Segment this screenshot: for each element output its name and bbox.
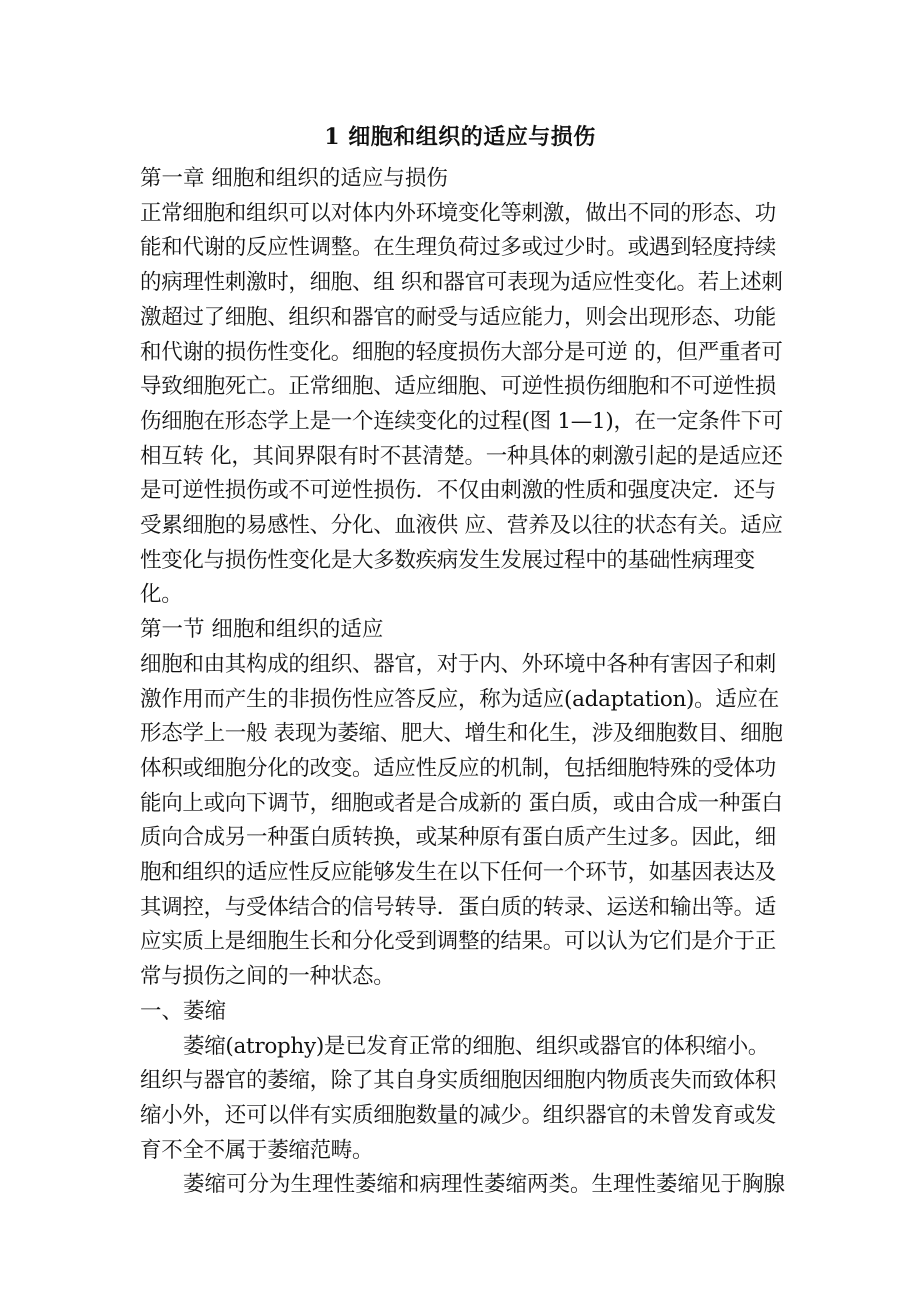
subsection-heading: 一、萎缩 — [140, 998, 227, 1024]
atrophy-paragraph-2: 萎缩可分为生理性萎缩和病理性萎缩两类。生理性萎缩见于胸腺 — [183, 1172, 786, 1198]
section-paragraph: 细胞和由其构成的组织、器官，对于内、外环境中各种有害因子和刺激作用而产生的非损伤性应答反应，称为适应(adaptation)。适应在形态学上一般 表现为萎缩、肥大、增生和化生，涉及细胞数目、细胞体积或细胞分化的改变。适应性反应的机制，包括细胞特殊的受体功能向上或向下调节，细胞或者是合成新的 蛋白质，或由合成一种蛋白质向合成另一种蛋白质转换，或某种原有蛋白质产生过多。因此，细胞和组织的适应性反应能够发生在以下任何一个环节，如基因表达及 其调控，与受体结合的信号转导．蛋白质的转录、运送和输出等。适应实质上是细胞生长和分化受到调整的结果。可以认为它们是介于正常与损伤之间的一种状态。 — [140, 651, 783, 990]
document-title: 1 细胞和组织的适应与损伤 — [324, 124, 596, 150]
section-heading: 第一节 细胞和组织的适应 — [140, 617, 384, 643]
atrophy-paragraph-1: 萎缩(atrophy)是已发育正常的细胞、组织或器官的体积缩小。组织与器官的萎缩，除了其自身实质细胞因细胞内物质丧失而致体积缩小外，还可以伴有实质细胞数量的减少。组织器官的未曾发育或发育不全不属于萎缩范畴。 — [140, 1033, 777, 1163]
document-body — [140, 162, 785, 1203]
chapter-heading: 第一章 细胞和组织的适应与损伤 — [140, 166, 448, 191]
intro-paragraph: 正常细胞和组织可以对体内外环境变化等刺激，做出不同的形态、功能和代谢的反应性调整。在生理负荷过多或过少时。或遇到轻度持续的病理性刺激时，细胞、组 织和器官可表现为适应性变化。若上述刺激超过了细胞、组织和器官的耐受与适应能力，则会出现形态、功能和代谢的损伤性变化。细胞的轻度损伤大部分是可逆 的，但严重者可导致细胞死亡。正常细胞、适应细胞、可逆性损伤细胞和不可逆性损伤细胞在形态学上是一个连续变化的过程(图 1—1)，在一定条件下可相互转 化，其间界限有时不甚清楚。一种具体的刺激引起的是适应还是可逆性损伤或不可逆性损伤．不仅由刺激的性质和强度决定．还与受累细胞的易感性、分化、血液供 应、营养及以往的状态有关。适应性变化与损伤性变化是大多数疾病发生发展过程中的基础性病理变化。 — [140, 200, 784, 608]
